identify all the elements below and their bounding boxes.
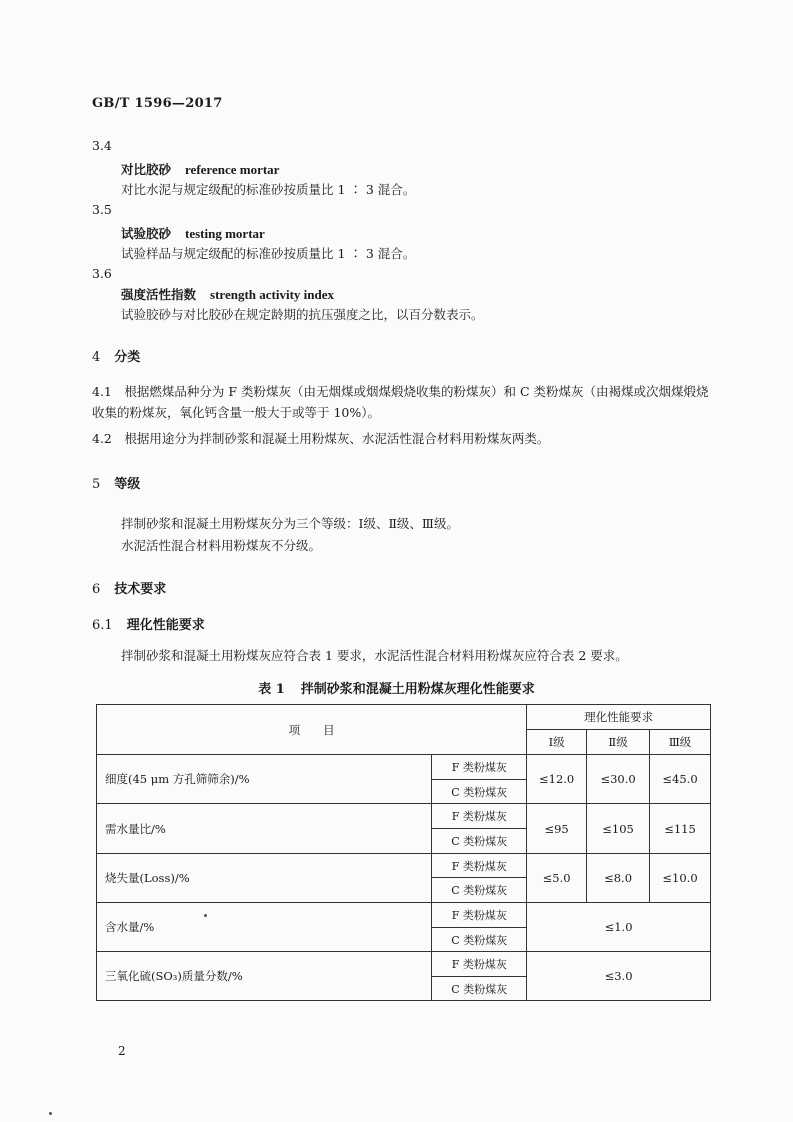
all-grades-value: ≤3.0 <box>527 952 711 1001</box>
row-item: 含水量/% <box>97 903 432 952</box>
grade-1-value: ≤5.0 <box>527 854 587 903</box>
term-heading <box>121 160 279 178</box>
section-heading <box>92 578 166 597</box>
subsection-title: 理化性能要求 <box>126 618 205 633</box>
scan-speck <box>49 1112 52 1115</box>
section-number: 5 <box>92 477 101 492</box>
scan-speck <box>204 914 207 917</box>
standard-number: GB/T 1596—2017 <box>92 96 223 111</box>
table-caption <box>0 678 793 697</box>
row-item: 需水量比/% <box>97 804 432 854</box>
term-heading <box>121 285 334 303</box>
table-row <box>97 903 711 928</box>
grade-1-value: ≤12.0 <box>527 755 587 804</box>
paragraph-4-1: 4.1 根据燃煤品种分为 F 类粉煤灰（由无烟煤或烟煤煅烧收集的粉煤灰）和 C 类粉煤灰（由褐煤或次烟煤煅烧收集的粉煤灰，氧化钙含量一般大于或等于 10%）。 <box>92 384 709 420</box>
grade-2-value: ≤105 <box>587 804 650 854</box>
header-item: 项 目 <box>97 705 527 755</box>
type-c: C 类粉煤灰 <box>432 928 527 952</box>
table-row <box>97 755 711 780</box>
term-definition: 试验样品与规定级配的标准砂按质量比 1 ∶ 3 混合。 <box>121 246 416 261</box>
term-en: testing mortar <box>185 226 265 241</box>
paragraph-5-1: 拌制砂浆和混凝土用粉煤灰分为三个等级：Ⅰ级、Ⅱ级、Ⅲ级。 <box>121 516 459 531</box>
term-cn: 对比胶砂 <box>121 162 172 177</box>
clause-number: 3.4 <box>92 138 112 153</box>
table-label: 表 1 <box>258 682 285 697</box>
section-heading <box>92 473 140 492</box>
grade-2-header: Ⅱ级 <box>587 730 650 755</box>
section-title: 技术要求 <box>114 582 167 597</box>
type-c: C 类粉煤灰 <box>432 977 527 1001</box>
paragraph-4-2: 4.2 根据用途分为拌制砂浆和混凝土用粉煤灰、水泥活性混合材料用粉煤灰两类。 <box>92 431 550 446</box>
section-title: 分类 <box>114 350 141 365</box>
term-definition: 试验胶砂与对比胶砂在规定龄期的抗压强度之比，以百分数表示。 <box>121 307 484 322</box>
term-cn: 试验胶砂 <box>121 226 172 241</box>
term-en: reference mortar <box>185 162 280 177</box>
term-cn: 强度活性指数 <box>121 287 197 302</box>
clause-number: 3.6 <box>92 266 112 281</box>
subsection-heading <box>92 614 205 633</box>
grade-3-value: ≤115 <box>650 804 711 854</box>
grade-2-value: ≤8.0 <box>587 854 650 903</box>
grade-3-header: Ⅲ级 <box>650 730 711 755</box>
section-number: 6 <box>92 582 101 597</box>
table-title: 拌制砂浆和混凝土用粉煤灰理化性能要求 <box>300 682 535 697</box>
physical-chemical-table <box>96 704 711 1001</box>
paragraph-6-1: 拌制砂浆和混凝土用粉煤灰应符合表 1 要求，水泥活性混合材料用粉煤灰应符合表 2 要求。 <box>121 648 628 663</box>
term-heading <box>121 224 265 242</box>
grade-2-value: ≤30.0 <box>587 755 650 804</box>
row-item: 细度(45 μm 方孔筛筛余)/% <box>97 755 432 804</box>
grade-3-value: ≤10.0 <box>650 854 711 903</box>
term-en: strength activity index <box>210 287 334 302</box>
section-title: 等级 <box>114 477 141 492</box>
type-c: C 类粉煤灰 <box>432 829 527 854</box>
section-heading <box>92 346 140 365</box>
header-requirement: 理化性能要求 <box>527 705 711 730</box>
table-row <box>97 804 711 829</box>
section-number: 4 <box>92 350 101 365</box>
table-row <box>97 854 711 878</box>
clause-number: 3.5 <box>92 202 112 217</box>
type-c: C 类粉煤灰 <box>432 780 527 804</box>
table-header-row <box>97 705 711 730</box>
type-c: C 类粉煤灰 <box>432 878 527 903</box>
page-number: 2 <box>118 1044 126 1058</box>
grade-1-header: Ⅰ级 <box>527 730 587 755</box>
paragraph-5-2: 水泥活性混合材料用粉煤灰不分级。 <box>121 538 322 553</box>
row-item: 三氧化硫(SO₃)质量分数/% <box>97 952 432 1001</box>
table-row <box>97 952 711 977</box>
grade-3-value: ≤45.0 <box>650 755 711 804</box>
row-item: 烧失量(Loss)/% <box>97 854 432 903</box>
term-definition: 对比水泥与规定级配的标准砂按质量比 1 ∶ 3 混合。 <box>121 182 416 197</box>
type-f: F 类粉煤灰 <box>432 854 527 878</box>
type-f: F 类粉煤灰 <box>432 804 527 829</box>
type-f: F 类粉煤灰 <box>432 903 527 928</box>
grade-1-value: ≤95 <box>527 804 587 854</box>
type-f: F 类粉煤灰 <box>432 952 527 977</box>
type-f: F 类粉煤灰 <box>432 755 527 780</box>
subsection-number: 6.1 <box>92 618 113 633</box>
all-grades-value: ≤1.0 <box>527 903 711 952</box>
